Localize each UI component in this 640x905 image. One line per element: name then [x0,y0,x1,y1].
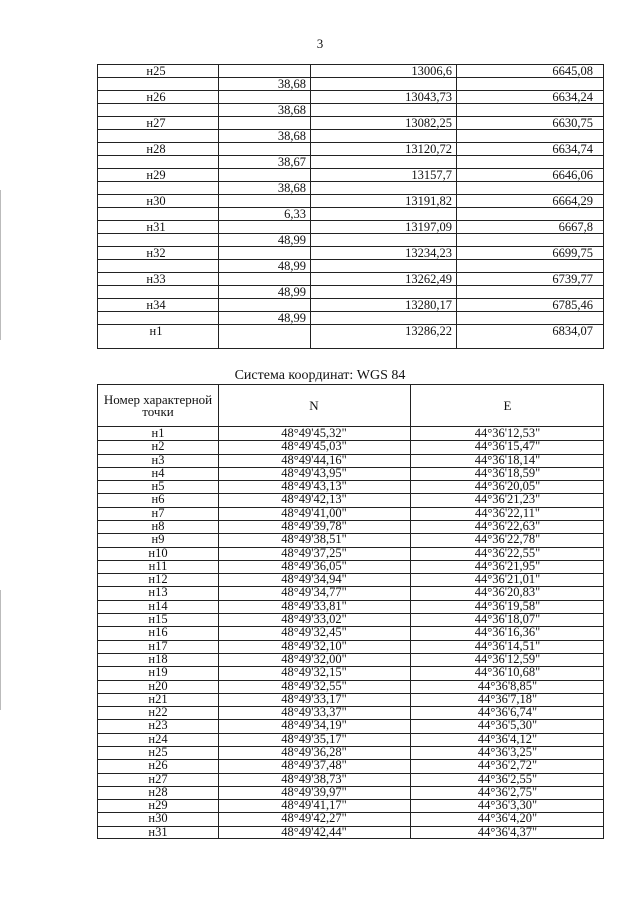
longitude-value: 44°36'3,30" [477,798,538,813]
point-label: н16 [148,625,168,640]
point-label: н26 [146,90,166,104]
table-row [98,719,603,732]
table-row [98,640,603,653]
x-value: 13197,09 [405,220,452,234]
y-value: 6664,29 [552,194,593,208]
point-label: н13 [148,585,168,600]
longitude-value: 44°36'2,55" [477,771,538,786]
table-row [98,746,603,759]
table-row [98,507,603,520]
point-label: н30 [146,194,166,208]
wgs-table [97,384,604,839]
point-label: н2 [151,439,165,454]
table-row-divider [98,129,603,130]
point-label: н6 [151,492,165,507]
longitude-value: 44°36'12,59" [474,651,541,666]
point-label: н11 [148,558,168,573]
table-row [98,773,603,786]
point-label: н8 [151,519,165,534]
point-label: н17 [148,638,168,653]
y-value: 6699,75 [552,246,593,260]
distance-value: 48,99 [277,311,306,325]
point-label: н3 [151,452,165,467]
wgs-header-point: Номер характерной точки [103,391,213,419]
wgs-header-e: E [503,397,512,413]
x-value: 13234,23 [405,246,452,260]
distance-value: 38,68 [277,181,306,195]
table-row [98,600,603,613]
table-row-divider [98,155,603,156]
longitude-value: 44°36'21,95" [474,558,541,573]
point-label: н25 [146,64,166,78]
point-label: н26 [148,758,168,773]
point-label: н27 [146,116,166,130]
point-label: н1 [149,324,163,338]
x-value: 13043,73 [405,90,452,104]
wgs-caption: Система координат: WGS 84 [234,368,406,383]
point-label: н29 [148,798,168,813]
point-label: н12 [148,572,168,587]
latitude-value: 48°49'45,03" [281,439,347,454]
point-label: н25 [148,744,168,759]
longitude-value: 44°36'22,11" [474,505,540,520]
table-row [98,520,603,533]
table-row [98,733,603,746]
point-label: н7 [151,505,165,520]
y-value: 6634,74 [552,142,593,156]
longitude-value: 44°36'6,74" [477,705,538,720]
latitude-value: 48°49'44,16" [281,452,347,467]
table-row-divider [98,77,603,78]
distance-value: 38,68 [277,77,306,91]
latitude-value: 48°49'39,97" [281,784,347,799]
y-value: 6667,8 [558,220,593,234]
table-row [98,493,603,506]
table-row-divider [98,181,603,182]
latitude-value: 48°49'33,37" [281,705,347,720]
longitude-value: 44°36'22,63" [474,519,541,534]
table-row [98,533,603,546]
table-row [98,454,603,467]
table-row [98,626,603,639]
point-label: н33 [146,272,166,286]
longitude-value: 44°36'5,30" [477,718,538,733]
longitude-value: 44°36'3,25" [477,744,538,759]
point-label: н29 [146,168,166,182]
table-row [98,573,603,586]
latitude-value: 48°49'33,17" [281,691,347,706]
latitude-value: 48°49'38,73" [281,771,347,786]
y-value: 6785,46 [552,298,593,312]
table-row [98,786,603,799]
longitude-value: 44°36'15,47" [474,439,541,454]
point-label: н22 [148,705,168,720]
point-label: н5 [151,479,165,494]
x-value: 13286,22 [405,324,452,338]
point-label: н27 [148,771,168,786]
latitude-value: 48°49'33,02" [281,612,347,627]
longitude-value: 44°36'21,01" [474,572,541,587]
longitude-value: 44°36'18,59" [474,465,541,480]
point-label: н14 [148,598,168,613]
latitude-value: 48°49'32,00" [281,651,347,666]
longitude-value: 44°36'22,55" [474,545,541,560]
longitude-value: 44°36'22,78" [474,532,541,547]
wgs-header-n: N [309,397,319,413]
latitude-value: 48°49'42,13" [281,492,347,507]
x-value: 13280,17 [405,298,452,312]
points-table [97,64,604,349]
table-row [98,427,603,440]
table-row [98,653,603,666]
x-value: 13006,6 [411,64,452,78]
latitude-value: 48°49'41,00" [281,505,347,520]
longitude-value: 44°36'12,53" [474,426,541,440]
point-label: н20 [148,678,168,693]
margin-line [0,190,1,340]
table-row [98,826,603,839]
x-value: 13262,49 [405,272,452,286]
latitude-value: 48°49'37,48" [281,758,347,773]
longitude-value: 44°36'20,83" [474,585,541,600]
latitude-value: 48°49'33,81" [281,598,347,613]
latitude-value: 48°49'32,45" [281,625,347,640]
y-value: 6646,06 [552,168,593,182]
point-label: н32 [146,246,166,260]
table-row [98,759,603,772]
distance-value: 38,68 [277,129,306,143]
longitude-value: 44°36'8,85" [477,678,538,693]
latitude-value: 48°49'43,95" [281,465,347,480]
table-row [98,706,603,719]
latitude-value: 48°49'35,17" [281,731,347,746]
latitude-value: 48°49'41,17" [281,798,347,813]
distance-value: 48,99 [277,233,306,247]
point-label: н9 [151,532,165,547]
latitude-value: 48°49'34,19" [281,718,347,733]
point-label: н30 [148,811,168,826]
latitude-value: 48°49'39,78" [281,519,347,534]
point-label: н18 [148,651,168,666]
table-row-divider [98,285,603,286]
table-row [98,799,603,812]
table-row [98,812,603,825]
table-row [98,666,603,679]
latitude-value: 48°49'32,55" [281,678,347,693]
table-row [98,586,603,599]
distance-value: 48,99 [277,259,306,273]
point-label: н34 [146,298,166,312]
point-label: н28 [148,784,168,799]
longitude-value: 44°36'2,75" [477,784,538,799]
table-row [98,560,603,573]
point-label: н24 [148,731,168,746]
y-value: 6634,24 [552,90,593,104]
point-label: н15 [148,612,168,627]
latitude-value: 48°49'42,44" [281,824,347,839]
table-row [98,467,603,480]
latitude-value: 48°49'34,94" [281,572,347,587]
table-row [98,680,603,693]
point-label: н21 [148,691,168,706]
distance-value: 38,68 [277,103,306,117]
point-label: н23 [148,718,168,733]
longitude-value: 44°36'21,23" [474,492,541,507]
point-label: н19 [148,665,168,680]
longitude-value: 44°36'4,12" [477,731,538,746]
margin-line [0,590,1,710]
point-label: н28 [146,142,166,156]
y-value: 6645,08 [552,64,593,78]
longitude-value: 44°36'16,36" [474,625,541,640]
latitude-value: 48°49'32,15" [281,665,347,680]
y-value: 6739,77 [552,272,593,286]
table-row [98,693,603,706]
longitude-value: 44°36'4,20" [477,811,538,826]
longitude-value: 44°36'7,18" [477,691,538,706]
y-value: 6834,07 [552,324,593,338]
distance-value: 48,99 [277,285,306,299]
table-row [98,613,603,626]
table-row-divider [98,233,603,234]
table-row-divider [98,103,603,104]
latitude-value: 48°49'36,05" [281,558,347,573]
longitude-value: 44°36'4,37" [477,824,538,839]
latitude-value: 48°49'36,28" [281,744,347,759]
latitude-value: 48°49'43,13" [281,479,347,494]
longitude-value: 44°36'19,58" [474,598,541,613]
longitude-value: 44°36'14,51" [474,638,541,653]
point-label: н31 [146,220,166,234]
latitude-value: 48°49'34,77" [281,585,347,600]
table-row-divider [98,207,603,208]
distance-value: 38,67 [277,155,306,169]
latitude-value: 48°49'37,25" [281,545,347,560]
longitude-value: 44°36'10,68" [474,665,541,680]
point-label: н31 [148,824,168,839]
table-row-divider [98,259,603,260]
x-value: 13120,72 [405,142,452,156]
page-number: 3 [316,36,324,51]
table-row [98,480,603,493]
point-label: н1 [151,426,165,440]
latitude-value: 48°49'45,32" [281,426,347,440]
longitude-value: 44°36'20,05" [474,479,541,494]
longitude-value: 44°36'18,14" [474,452,541,467]
x-value: 13157,7 [411,168,452,182]
longitude-value: 44°36'2,72" [477,758,538,773]
point-label: н10 [148,545,168,560]
latitude-value: 48°49'32,10" [281,638,347,653]
distance-value: 6,33 [284,207,306,221]
table-row [98,440,603,453]
longitude-value: 44°36'18,07" [474,612,541,627]
point-label: н4 [151,465,165,480]
x-value: 13191,82 [405,194,452,208]
table-row-divider [98,311,603,312]
latitude-value: 48°49'42,27" [281,811,347,826]
table-row [98,547,603,560]
latitude-value: 48°49'38,51" [281,532,347,547]
y-value: 6630,75 [552,116,593,130]
x-value: 13082,25 [405,116,452,130]
